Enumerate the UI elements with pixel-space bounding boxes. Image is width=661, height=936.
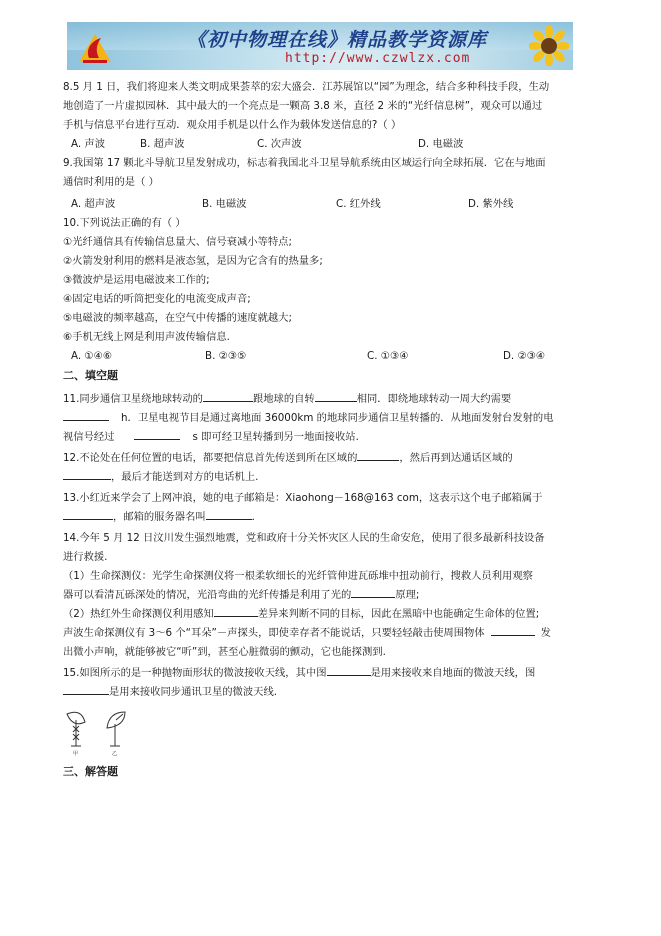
question-14	[63, 529, 603, 662]
q8-line-2: 地创造了一片虚拟园林．其中最大的一个亮点是一颗高 3.8 米，直径 2 米的“光纤信息树”，观众可以通过	[63, 100, 543, 112]
antenna-figure	[63, 706, 143, 756]
q13-text-3: ．	[251, 511, 262, 523]
q10-item-5: ⑤电磁波的频率越高，在空气中传播的速度就越大;	[63, 312, 292, 324]
q9-line-1: 9.我国第 17 颗北斗导航卫星发射成功，标志着我国北斗卫星导航系统由区域运行向全球拓展．它在与地面	[63, 157, 546, 169]
q15-line-2	[63, 683, 603, 702]
q10-item-3: ③微波炉是运用电磁波来工作的;	[63, 274, 210, 286]
banner-url: http://www.czwlzx.com	[285, 51, 471, 66]
q12-blank-1[interactable]	[357, 449, 399, 461]
q14-line-2: 进行救援.	[63, 551, 108, 563]
q9-options	[63, 195, 603, 214]
q15-blank-2[interactable]	[63, 683, 109, 695]
question-12	[63, 449, 603, 487]
q11-blank-3[interactable]	[63, 409, 109, 421]
q12-text-1: 12.不论处在任何位置的电话，都要把信息首先传送到所在区域的	[63, 452, 358, 464]
q13-blank-2[interactable]	[206, 508, 252, 520]
question-9	[63, 154, 603, 214]
q10-option-d[interactable]: D. ②③④	[503, 350, 546, 362]
antenna-b-icon	[107, 712, 125, 746]
q14-sub1-text: 器可以看清瓦砾深处的情况，光沿弯曲的光纤传播是利用了光的	[63, 589, 352, 601]
q11-blank-4[interactable]	[134, 428, 180, 440]
figure-label-a: 甲	[73, 751, 79, 757]
q13-text-2: ，邮箱的服务器名叫	[113, 511, 206, 523]
q15-text-1: 15.如图所示的是一种抛物面形状的微波接收天线，其中图	[63, 667, 327, 679]
q13-line-2	[63, 508, 603, 527]
q8-line-1: 8.5 月 1 日，我们将迎来人类文明成果荟萃的宏大盛会．江苏展馆以“园”为理念，结合多种科技手段，生动	[63, 81, 550, 93]
q10-option-c[interactable]: C. ①③④	[367, 350, 409, 362]
question-13	[63, 489, 603, 527]
q11-line-1	[63, 390, 603, 409]
q9-option-a[interactable]: A. 超声波	[71, 198, 116, 210]
q11-text-5: 视信号经过	[63, 431, 115, 443]
q11-line-2	[63, 409, 603, 428]
q11-blank-1[interactable]	[203, 390, 253, 402]
q12-text-2: ，然后再到达通话区域的	[399, 452, 513, 464]
q14-line-1: 14.今年 5 月 12 日汶川发生强烈地震，党和政府十分关怀灾区人民的生命安危，使用了很多最新科技设备	[63, 532, 545, 544]
sunflower-icon	[529, 26, 569, 66]
q8-option-d[interactable]: D. 电磁波	[418, 138, 464, 150]
q10-stem: 10.下列说法正确的有（ ）	[63, 217, 186, 229]
q14-blank-3[interactable]	[491, 624, 535, 636]
q10-item-4: ④固定电话的听筒把变化的电流变成声音;	[63, 293, 251, 305]
q9-line-2: 通信时利用的是（ ）	[63, 176, 159, 188]
q11-line-3	[63, 428, 603, 447]
q15-text-2: 是用来接收来自地面的微波天线，图	[370, 667, 536, 679]
q14-sub1-line-1: （1）生命探测仪：光学生命探测仪将一根柔软细长的光纤管伸进瓦砾堆中扭动前行，搜救人员利用观察	[63, 570, 533, 582]
q14-blank-1[interactable]	[351, 586, 395, 598]
q14-sub2-line-2	[63, 624, 603, 643]
header-banner	[67, 22, 573, 70]
q14-sub1-end: 原理;	[395, 589, 420, 601]
q14-sub1-line-2	[63, 586, 603, 605]
q9-option-b[interactable]: B. 电磁波	[202, 198, 247, 210]
question-11	[63, 390, 603, 447]
q10-item-1: ①光纤通信具有传输信息量大、信号衰减小等特点;	[63, 236, 292, 248]
q14-sub2-text-4: 发	[540, 627, 551, 639]
q12-line-1	[63, 449, 603, 468]
q12-line-2	[63, 468, 603, 487]
q11-text-1: 11.同步通信卫星绕地球转动的	[63, 393, 203, 405]
q14-sub2-text-1: （2）热红外生命探测仪利用感知	[63, 608, 214, 620]
q12-text-3: ，最后才能送到对方的电话机上.	[111, 471, 259, 483]
q8-options	[63, 135, 603, 154]
q13-line-1: 13.小红近来学会了上网冲浪，她的电子邮箱是：Xiaohong－168@163 com，这表示这个电子邮箱属于	[63, 492, 543, 504]
q10-item-2: ②火箭发射利用的燃料是液态氢，是因为它含有的热量多;	[63, 255, 323, 267]
q14-blank-2[interactable]	[214, 605, 258, 617]
q10-option-b[interactable]: B. ②③⑤	[205, 350, 247, 362]
q8-option-a[interactable]: A. 声波	[71, 138, 106, 150]
q14-sub2-line-3: 出微小声响，就能够被它“听”到，甚至心脏微弱的颤动，它也能探测到.	[63, 646, 386, 658]
q8-option-b[interactable]: B. 超声波	[140, 138, 185, 150]
q10-options	[63, 347, 603, 366]
q10-item-6: ⑥手机无线上网是利用声波传输信息.	[63, 331, 230, 343]
antenna-a-icon	[67, 712, 85, 746]
q10-option-a[interactable]: A. ①④⑥	[71, 350, 113, 362]
banner-title: 《初中物理在线》精品教学资源库	[187, 29, 488, 51]
section-fill-in-heading: 二、填空题	[63, 369, 118, 382]
q8-option-c[interactable]: C. 次声波	[257, 138, 302, 150]
q11-text-4: h．卫星电视节目是通过离地面 36000km 的地球同步通信卫星转播的．从地面发射台发射的电	[121, 412, 554, 424]
worksheet-body	[63, 78, 603, 782]
site-logo-icon	[75, 28, 115, 66]
question-10	[63, 214, 603, 366]
question-15	[63, 664, 603, 756]
q11-text-6: s 即可经卫星转播到另一地面接收站.	[192, 431, 359, 443]
figure-label-b: 乙	[112, 751, 118, 757]
q11-text-3: 相同．即绕地球转动一周大约需要	[356, 393, 512, 405]
q15-line-1	[63, 664, 603, 683]
q13-blank-1[interactable]	[63, 508, 113, 520]
q12-blank-2[interactable]	[63, 468, 111, 480]
q11-blank-2[interactable]	[315, 390, 357, 402]
q14-sub2-text-3: 声波生命探测仪有 3～6 个“耳朵”－声探头，即使幸存者不能说话，只要轻轻敲击使周围物体	[63, 627, 485, 639]
q9-option-c[interactable]: C. 红外线	[336, 198, 381, 210]
q9-option-d[interactable]: D. 紫外线	[468, 198, 514, 210]
q11-text-2: 跟地球的自转	[252, 393, 315, 405]
q14-sub2-text-2: 差异来判断不同的目标，因此在黑暗中也能确定生命体的位置;	[257, 608, 540, 620]
q8-line-3: 手机与信息平台进行互动．观众用手机是以什么作为载体发送信息的?（ ）	[63, 119, 402, 131]
q14-sub2-line-1	[63, 605, 603, 624]
section-answer-heading: 三、解答题	[63, 765, 118, 778]
question-8	[63, 78, 603, 154]
q15-text-3: 是用来接收同步通讯卫星的微波天线.	[109, 686, 278, 698]
q15-blank-1[interactable]	[327, 664, 371, 676]
